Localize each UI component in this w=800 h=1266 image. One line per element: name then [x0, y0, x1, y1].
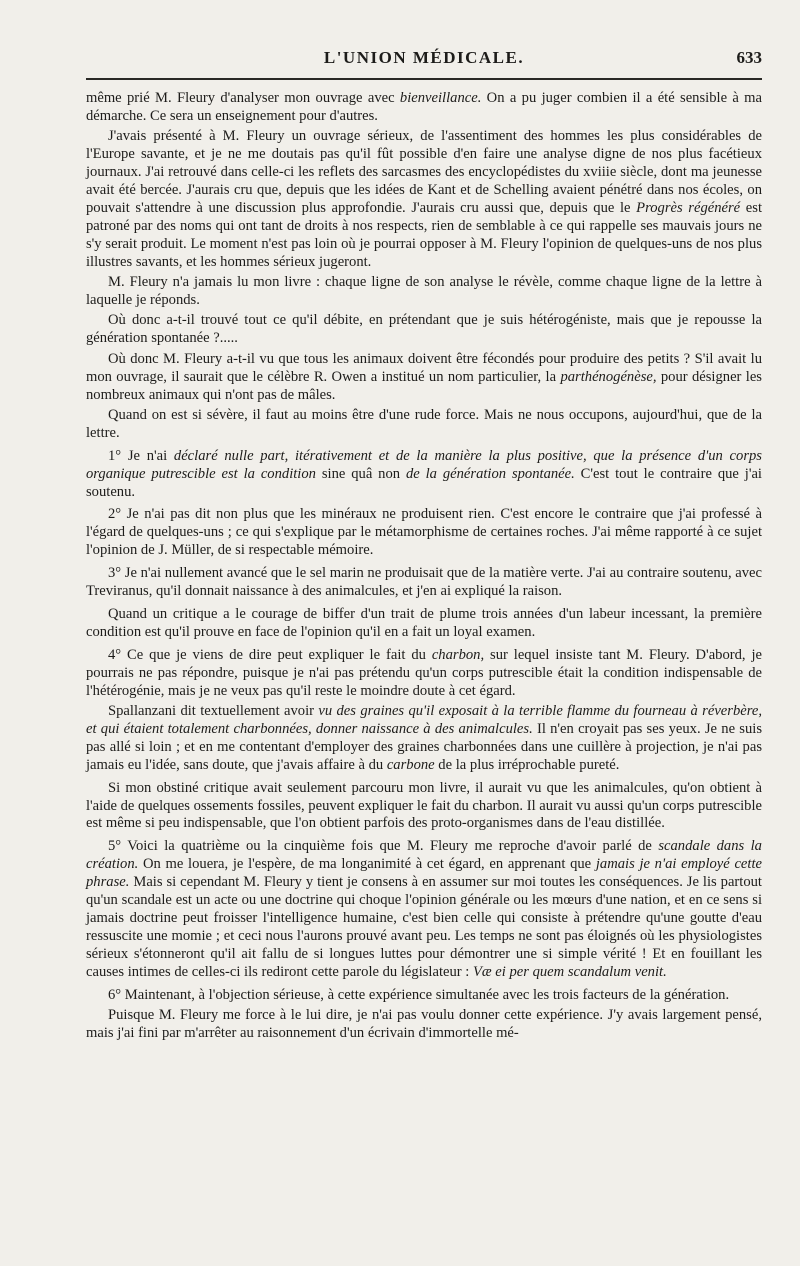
paragraph — [86, 606, 762, 642]
numbered-paragraph — [86, 448, 762, 502]
text-run: 6° Maintenant, à l'objection sérieuse, à cette expérience simultanée avec les trois facteurs de la génération. — [108, 986, 730, 1003]
text-run: M. Fleury n'a jamais lu mon livre : chaque ligne de son analyse le révèle, comme chaque ligne de la lettre à laquelle je réponds. — [86, 274, 762, 308]
text-run: Où donc M. Fleury a-t-il vu que tous les animaux doivent être fécondés pour produire des petits ? S'il avait lu mon ouvrage, il saurait que le célèbre R. Owen a institué un nom particulier, la — [86, 350, 762, 385]
paragraph — [86, 351, 762, 405]
italic-text: bienveillance. — [399, 90, 482, 106]
numbered-paragraph — [86, 647, 762, 701]
italic-text: charbon, — [431, 646, 485, 663]
text-run: même prié M. Fleury d'analyser mon ouvrage avec — [86, 90, 400, 106]
text-run: Si mon obstiné critique avait seulement parcouru mon livre, il aurait vu que les animalcules, qu'on obtient à l'aide de quelques ossements fossiles, peuvent expliquer le fait du charbon. Il aurait vu aussi qu'un corps putrescible est même si peu indispensable, que l'on obtient parfois des proto-organismes dans de l'eau distillée. — [86, 779, 762, 832]
text-run: sine quâ non — [315, 465, 406, 482]
text-run: Mais si cependant M. Fleury y tient je consens à en assumer sur moi toutes les conséquences. Je lis partout qu'un scandale est un acte ou une doctrine qui choque l'opinion générale ou les mœurs d'une nation, et en ce sens si jamais doctrine peut froisser l'intelligence humaine, c'est bien celle qui consiste à prétendre qu'une goutte d'eau ressuscite une momie ; et ceci nous l'aurons prouvé avant peu. Les temps ne sont pas éloignés où les physiologistes sérieux s'étonneront qu'il ait fallu de si longues luttes pour démontrer une si simple vérité ! Et en fouillant les causes intimes de celles-ci ils rediront cette parole du législateur : — [86, 874, 762, 980]
text-run: pour désigner les nombreux animaux qui n'ont pas de mâles. — [86, 368, 762, 403]
numbered-paragraph — [86, 987, 762, 1005]
italic-text: vu des graines qu'il exposait à la terrible flamme du fourneau à réverbère, et qui étaient totalement charbonnées, donner naissance à des animalcules. — [86, 703, 762, 737]
text-run: 5° Voici la quatrième ou la cinquième fois que M. Fleury me reproche d'avoir parlé de — [108, 838, 659, 855]
numbered-paragraph — [86, 838, 762, 981]
italic-text: scandale dans la création. — [86, 838, 762, 873]
paragraph — [86, 1007, 762, 1043]
text-run: C'est tout le contraire que j'ai soutenu. — [86, 465, 762, 500]
paragraph — [86, 703, 762, 775]
text-run: sur lequel insiste tant M. Fleury. D'abord, je pourrais ne pas répondre, puisque je n'ai pas prétendu qu'un corps putrescible était la condition indispensable de l'hétérogénie, mais je ne veux pas qu'il reste le moindre doute à cet égard. — [86, 646, 762, 699]
text-run: Spallanzani dit textuellement avoir — [108, 703, 319, 719]
italic-text: Progrès régénéré — [636, 199, 741, 216]
italic-text: Væ ei per quem scandalum venit. — [473, 963, 667, 980]
text-run: Quand on est si sévère, il faut au moins être d'une rude force. Mais ne nous occupons, aujourd'hui, que de la lettre. — [86, 406, 762, 441]
paragraph — [86, 780, 762, 834]
page-number: 633 — [736, 48, 762, 67]
numbered-paragraph — [86, 506, 762, 560]
text-run: Puisque M. Fleury me force à le lui dire, je n'ai pas voulu donner cette expérience. J'y avais largement pensé, mais j'ai fini par m'arrêter au raisonnement d'un écrivain d'immortelle mé- — [86, 1007, 762, 1041]
text-run: Il n'en croyait pas ses yeux. Je ne suis pas allé si loin ; et en me contentant d'employer des graines charbonnées dans une cuillère à projection, je n'ai pas jamais eu l'idée, sans doute, que j'avais affaire à du — [86, 720, 762, 773]
body-text — [86, 90, 762, 1043]
text-run: Où donc a-t-il trouvé tout ce qu'il débite, en prétendant que je suis hétérogéniste, mais que je repousse la génération spontanée ?..... — [86, 312, 762, 347]
italic-text: parthénogénèse, — [560, 368, 657, 385]
text-run: On a pu juger combien il a été sensible à ma démarche. Ce sera un enseignement pour d'autres. — [86, 90, 763, 124]
paragraph — [86, 312, 762, 348]
paragraph — [86, 274, 762, 310]
paragraph — [86, 407, 762, 443]
text-run: Quand un critique a le courage de biffer d'un trait de plume trois années d'un labeur incessant, la première condition est qu'il prouve en face de l'opinion qu'il en a fait un loyal examen. — [86, 605, 762, 640]
italic-text: jamais je n'ai employé cette phrase. — [86, 856, 762, 891]
italic-text: de la génération spontanée. — [405, 465, 575, 482]
text-run: J'avais présenté à M. Fleury un ouvrage sérieux, de l'assentiment des hommes les plus considérables de l'Europe savante, et je ne me doutais pas qu'il fût possible d'en faire une analyse digne de nos plus facétieux journaux. J'ai retrouvé dans celle-ci les reflets des sarcasmes des encyclopédistes du xviiie siècle, dont ma jeunesse avait été bercée. J'aurais cru que, depuis que les idées de Kant et de Schelling avaient pénétré dans nos écoles, on pouvait s'attendre à une discussion plus approfondie. J'aurais cru aussi que, depuis que le — [86, 128, 762, 216]
text-run: On me louera, je l'espère, de ma longanimité à cet égard, en apprenant que — [138, 856, 596, 873]
text-run: 2° Je n'ai pas dit non plus que les minéraux ne produisent rien. C'est encore le contraire que j'ai professé à l'égard de quelques-uns ; ce qui s'explique par le métamorphisme de certaines roches. J'ai même rapporté à ce sujet l'opinion de J. Müller, de si respectable mémoire. — [86, 506, 762, 559]
numbered-paragraph — [86, 565, 762, 601]
italic-text: déclaré nulle part, itérativement et de la manière la plus positive, que la présence d'un corps organique putrescible est la condition — [86, 447, 762, 482]
running-title: L'UNION MÉDICALE. — [323, 48, 525, 67]
text-run: 1° Je n'ai — [108, 447, 174, 464]
page-header — [86, 48, 762, 80]
text-run: 3° Je n'ai nullement avancé que le sel marin ne produisait que de la matière verte. J'ai au contraire soutenu, avec Treviranus, qu'il donnait naissance à des animalcules, et j'en ai expliqué la raison. — [86, 565, 762, 600]
paragraph — [86, 128, 762, 271]
text-run: 4° Ce que je viens de dire peut expliquer le fait du — [108, 646, 432, 663]
italic-text: carbone — [386, 756, 435, 773]
text-run: est patroné par des noms qui ont tant de droits à nos respects, rien de semblable à ce qui rappelle ses mauvais jours ne s'y serait produit. Le moment n'est pas loin où je pourrai opposer à M. Fleury l'opinion de quelques-uns de nos plus illustres savants, et les hommes sérieux jugeront. — [86, 199, 762, 270]
text-run: de la plus irréprochable pureté. — [434, 756, 620, 773]
paragraph — [86, 90, 762, 126]
